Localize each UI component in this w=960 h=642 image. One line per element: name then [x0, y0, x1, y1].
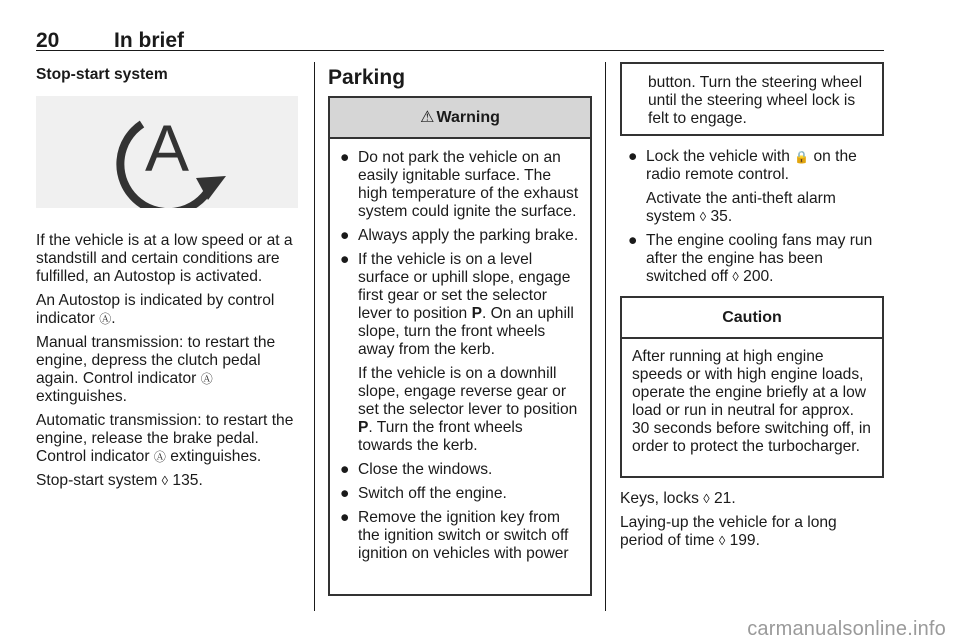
- autostop-indicator-symbol: Ⓐ: [153, 450, 166, 464]
- page-ref-arrow-icon: ◊: [703, 491, 710, 506]
- autostop-indicator-symbol: Ⓐ: [200, 372, 213, 386]
- list-item: ● The engine cooling fans may run after the engine has been switched off ◊ 200.: [628, 232, 873, 285]
- section-title-parking: Parking: [328, 66, 406, 89]
- list-item: ● If the vehicle is on a level surface or uphill slope, engage first gear or set the selector lever to position P. On an uphill slope, turn the front wheels away from the kerb. If the vehicle is on a downhill slope, engage reverse gear or set the selector lever to position P. Turn the front wheels towards the kerb.: [332, 251, 580, 455]
- list-item-sub: If the vehicle is on a downhill slope, engage reverse gear or set the selector lever to position P. Turn the front wheels towards the kerb.: [358, 365, 578, 454]
- chapter-title: In brief: [114, 29, 185, 52]
- bullet-icon: ●: [628, 232, 638, 249]
- bullet-icon: ●: [340, 461, 350, 478]
- column-divider-left: [314, 62, 315, 611]
- warning-header: [330, 98, 590, 139]
- page-ref-arrow-icon: ◊: [161, 473, 169, 488]
- bullet-icon: ●: [340, 251, 350, 268]
- autostop-para-manual: Manual transmission: to restart the engine, depress the clutch pedal again. Control indicator Ⓐ extinguishes.: [36, 334, 276, 405]
- autostop-para-automatic: Automatic transmission: to restart the engine, release the brake pedal. Control indicator Ⓐ extinguishes.: [36, 412, 294, 465]
- figure-letter: A: [144, 111, 190, 185]
- bullet-icon: ●: [340, 227, 350, 244]
- column-divider-right: [605, 62, 606, 611]
- autostop-para-1: If the vehicle is at a low speed or at a standstill and certain conditions are fulfilled, an Autostop is activated.: [36, 232, 293, 285]
- bullet-icon: ●: [340, 485, 350, 502]
- warning-title: Warning: [436, 108, 500, 126]
- column-2: [328, 66, 592, 596]
- page-ref-arrow-icon: ◊: [732, 269, 739, 284]
- list-item-sub: Activate the anti-theft alarm system ◊ 35.: [646, 190, 836, 225]
- list-item: ● Switch off the engine.: [340, 485, 507, 502]
- page-number: 20: [36, 29, 60, 52]
- list-item: ● Lock the vehicle with 🔒 on the radio remote control. Activate the anti-theft alarm system ◊ 35.: [620, 148, 884, 226]
- bullet-icon: ●: [340, 149, 350, 166]
- caution-header: [622, 298, 882, 339]
- bullet-icon: ●: [340, 509, 350, 526]
- list-item: ● Always apply the parking brake.: [340, 227, 579, 244]
- column-3: [620, 62, 884, 556]
- autostop-figure: [36, 96, 298, 208]
- warning-box-continued: [620, 62, 884, 136]
- ref-keys-locks[interactable]: Keys, locks ◊ 21.: [620, 490, 736, 507]
- warning-continued-text: button. Turn the steering wheel until the steering wheel lock is felt to engage.: [648, 74, 863, 127]
- ref-stop-start[interactable]: Stop-start system ◊ 135.: [36, 472, 203, 489]
- watermark: carmanualsonline.info: [747, 618, 946, 640]
- page-ref-arrow-icon: ◊: [699, 209, 707, 224]
- list-item: ● Remove the ignition key from the ignition switch or switch off ignition on vehicles with power: [340, 509, 569, 562]
- bullet-icon: ●: [628, 148, 638, 165]
- page-ref-arrow-icon: ◊: [718, 533, 726, 548]
- list-item: ● Close the windows.: [340, 461, 493, 478]
- autostop-para-2: An Autostop is indicated by control indicator Ⓐ.: [36, 292, 275, 327]
- section-title-stop-start: Stop-start system: [36, 66, 168, 83]
- warning-icon: ⚠: [420, 108, 435, 126]
- header-rule: [36, 50, 884, 51]
- warning-box: [328, 96, 592, 596]
- caution-text: After running at high engine speeds or with high engine loads, operate the engine briefly at a low load or run in neutral for approx. 30 seconds before switching off, in order to protect the turbocharger.: [632, 348, 871, 455]
- lock-icon: 🔒: [794, 150, 810, 164]
- ref-laying-up[interactable]: Laying-up the vehicle for a long period of time ◊ 199.: [620, 514, 837, 549]
- list-item: ● Do not park the vehicle on an easily ignitable surface. The high temperature of the exhaust system could ignite the surface.: [340, 149, 579, 220]
- caution-title: Caution: [722, 308, 782, 326]
- autostop-indicator-symbol: Ⓐ: [99, 312, 112, 326]
- column-1: [36, 66, 300, 496]
- caution-box: [620, 296, 884, 478]
